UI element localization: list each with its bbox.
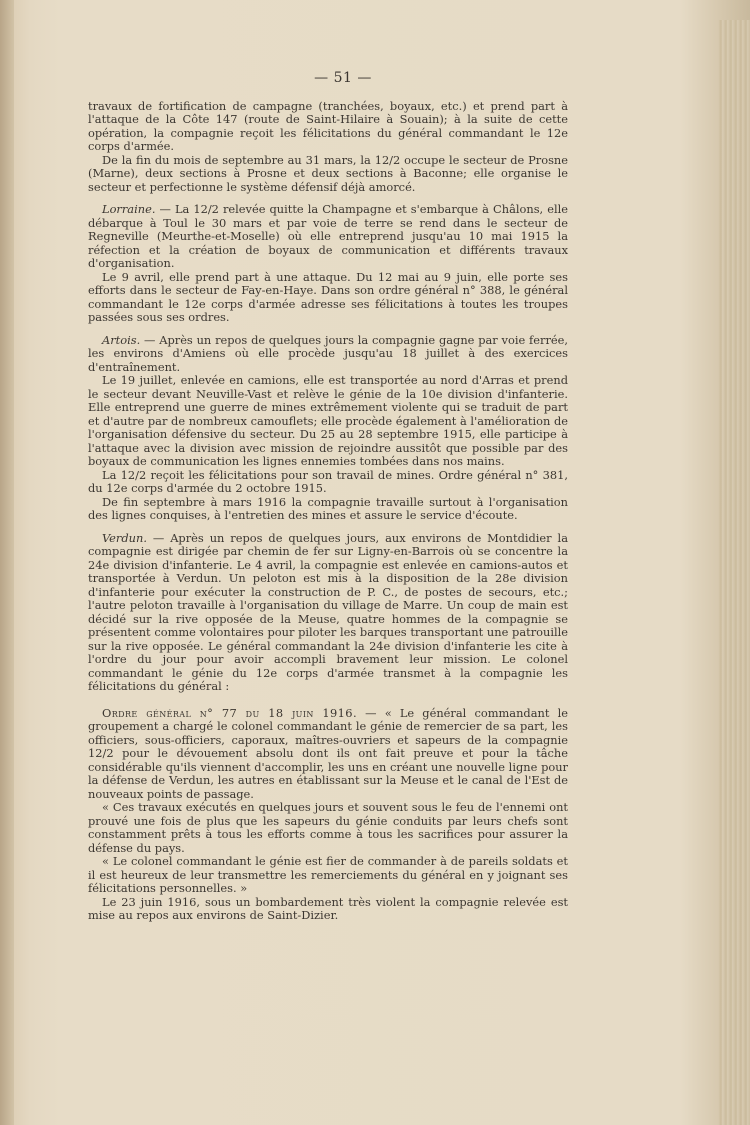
page-content bbox=[88, 72, 568, 923]
page-binding bbox=[0, 0, 14, 1125]
page-edge-stack bbox=[718, 20, 750, 1125]
paragraph-verdun: Verdun. — Après un repos de quelques jours, aux environs de Montdidier la compagnie est dirigée par chemin de fer sur Ligny-en-Barrois où se concentre la 24e division d'infanterie. Le 4 avril, la compagnie est enlevée en camions-autos et transportée à Verdun. Un peloton est mis à la disposition de la 28e division d'infanterie pour exécuter la construction de P. C., de postes de secours, etc.; l'autre peloton travaille à l'organisation du village de Marre. Un coup de main est décidé sur la rive opposée de la Meuse, quatre hommes de la compagnie se présentent comme volontaires pour piloter les barques transportant une patrouille sur la rive opposée. Le général commandant la 24e division d'infanterie les cite à l'ordre du jour pour avoir accompli bravement leur mission. Le colonel commandant le génie du 12e corps d'armée transmet à la compagnie les félicitations du général : bbox=[88, 530, 568, 693]
section-heading: Artois. bbox=[102, 332, 141, 347]
paragraph: Le 9 avril, elle prend part à une attaque. Du 12 mai au 9 juin, elle porte ses efforts dans le secteur de Fay-en-Haye. Dans son ordre général n° 388, le général commandant le 12e corps d'armée adresse ses félicitations à toutes les troupes passées sous ses ordres. bbox=[88, 269, 568, 324]
paragraph: De fin septembre à mars 1916 la compagnie travaille surtout à l'organisation des lignes conquises, à l'entretien des mines et assure le service d'écoute. bbox=[88, 494, 568, 522]
order-heading: Ordre général n° 77 du 18 juin 1916. bbox=[102, 705, 357, 720]
section-heading: Lorraine. bbox=[102, 202, 156, 216]
section-heading: Verdun. bbox=[102, 530, 147, 545]
paragraph: « Ces travaux exécutés en quelques jours et souvent sous le feu de l'ennemi ont prouvé une fois de plus que les sapeurs du génie conduits par leurs chefs sont constamment prêts à tous les efforts comme à tous les sacrifices pour assurer la défense du pays. bbox=[88, 800, 568, 855]
paragraph: La 12/2 reçoit les félicitations pour son travail de mines. Ordre général n° 381, du 12e corps d'armée du 2 octobre 1915. bbox=[88, 467, 568, 495]
paragraph-ordre-general: Ordre général n° 77 du 18 juin 1916. — « Le général commandant le groupement a chargé le colonel commandant le génie de remercier de sa part, les officiers, sous-officiers, caporaux, maîtres-ouvriers et sapeurs de la compagnie 12/2 pour le dévouement absolu dont ils ont fait preuve et pour la tâche considérable qu'ils viennent d'accomplir, les uns en créant une nouvelle ligne pour la défense de Verdun, les autres en établissant sur la Meuse et le canal de l'Est de nouveaux points de passage. bbox=[88, 705, 568, 801]
page-number: — 51 — bbox=[314, 70, 372, 86]
paragraph: Le 19 juillet, enlevée en camions, elle est transportée au nord d'Arras et prend le secteur devant Neuville-Vast et relève le génie de la 10e division d'infanterie. Elle entreprend une guerre de mines extrêmement violente qui se traduit de part et d'autre par de nombreux camouflets; elle procède également à l'amélioration de l'organisation défensive du secteur. Du 25 au 28 septembre 1915, elle participe à l'attaque avec la division avec mission de rejoindre aussitôt que possible par des boyaux de communication les lignes ennemies tombées dans nos mains. bbox=[88, 373, 568, 468]
paragraph: « Le colonel commandant le génie est fier de commander à de pareils soldats et il est heureux de leur transmettre les remerciements du général en y joignant ses félicitations personnelles. » bbox=[88, 854, 568, 895]
paragraph: De la fin du mois de septembre au 31 mars, la 12/2 occupe le secteur de Prosne (Marne), deux sections à Prosne et deux sections à Baconne; elle organise le secteur et perfectionne le système défensif déjà amorcé. bbox=[88, 152, 568, 194]
paragraph-artois: Artois. — Après un repos de quelques jours la compagnie gagne par voie ferrée, les environs d'Amiens où elle procède jusqu'au 18 juillet à des exercices d'entraînement. bbox=[88, 332, 568, 374]
paragraph-lorraine: Lorraine. — La 12/2 relevée quitte la Champagne et s'embarque à Châlons, elle débarque à Toul le 30 mars et par voie de terre se rend dans le secteur de Regneville (Meurthe-et-Moselle) où elle entreprend jusqu'au 10 mai 1915 la réfection et la création de boyaux de communication et différents travaux d'organisation. bbox=[88, 202, 568, 270]
paragraph: Le 23 juin 1916, sous un bombardement très violent la compagnie relevée est mise au repos aux environs de Saint-Dizier. bbox=[88, 894, 568, 922]
paragraph: travaux de fortification de campagne (tranchées, boyaux, etc.) et prend part à l'attaque de la Côte 147 (route de Saint-Hilaire à Souain); à la suite de cette opération, la compagnie reçoit les félicitations du général commandant le 12e corps d'armée. bbox=[88, 98, 568, 153]
